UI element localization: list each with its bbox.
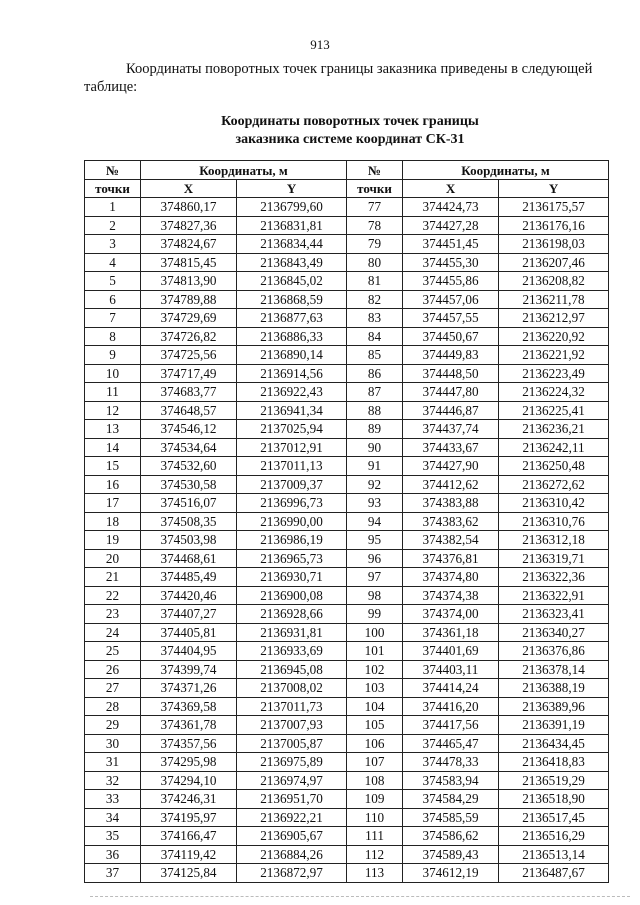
x-left-cell: 374532,60 [141, 457, 237, 476]
point-number-right-cell: 88 [347, 401, 403, 420]
table-row [85, 346, 609, 365]
y-left-cell: 2136799,60 [237, 198, 347, 217]
y-left-cell: 2136933,69 [237, 642, 347, 661]
x-left-cell: 374246,31 [141, 790, 237, 809]
point-number-left-cell: 3 [85, 235, 141, 254]
point-number-right-cell: 102 [347, 660, 403, 679]
y-right-cell: 2136376,86 [499, 642, 609, 661]
y-left-cell: 2137008,02 [237, 679, 347, 698]
point-number-left-cell: 27 [85, 679, 141, 698]
point-number-right-cell: 104 [347, 697, 403, 716]
point-number-right-cell: 92 [347, 475, 403, 494]
x-right-cell: 374478,33 [403, 753, 499, 772]
table-row [85, 235, 609, 254]
y-right-cell: 2136221,92 [499, 346, 609, 365]
table-row [85, 808, 609, 827]
table-row [85, 216, 609, 235]
point-number-right-cell: 81 [347, 272, 403, 291]
x-right-cell: 374383,62 [403, 512, 499, 531]
y-left-cell: 2136845,02 [237, 272, 347, 291]
x-left-cell: 374546,12 [141, 420, 237, 439]
x-right-cell: 374412,62 [403, 475, 499, 494]
table-row [85, 198, 609, 217]
y-left-cell: 2137011,73 [237, 697, 347, 716]
x-right-cell: 374403,11 [403, 660, 499, 679]
x-left-cell: 374361,78 [141, 716, 237, 735]
point-number-right-cell: 108 [347, 771, 403, 790]
point-number-right-cell: 89 [347, 420, 403, 439]
y-right-cell: 2136340,27 [499, 623, 609, 642]
x-left-cell: 374729,69 [141, 309, 237, 328]
x-left-cell: 374404,95 [141, 642, 237, 661]
x-right-cell: 374455,30 [403, 253, 499, 272]
point-number-right-cell: 99 [347, 605, 403, 624]
x-right-cell: 374424,73 [403, 198, 499, 217]
y-right-cell: 2136310,76 [499, 512, 609, 531]
point-number-left-cell: 24 [85, 623, 141, 642]
y-right-cell: 2136250,48 [499, 457, 609, 476]
point-number-left-cell: 33 [85, 790, 141, 809]
x-left-cell: 374399,74 [141, 660, 237, 679]
point-number-right-cell: 78 [347, 216, 403, 235]
y-right-cell: 2136310,42 [499, 494, 609, 513]
x-left-cell: 374503,98 [141, 531, 237, 550]
point-number-left-cell: 20 [85, 549, 141, 568]
table-row [85, 623, 609, 642]
intro-paragraph: Координаты поворотных точек границы заказника приведены в следующей таблице: [84, 61, 593, 95]
point-number-left-cell: 13 [85, 420, 141, 439]
point-number-right-cell: 91 [347, 457, 403, 476]
point-number-right-cell: 98 [347, 586, 403, 605]
x-left-cell: 374726,82 [141, 327, 237, 346]
y-right-cell: 2136175,57 [499, 198, 609, 217]
point-number-right-cell: 87 [347, 383, 403, 402]
x-left-cell: 374468,61 [141, 549, 237, 568]
y-right-cell: 2136211,78 [499, 290, 609, 309]
y-left-cell: 2137009,37 [237, 475, 347, 494]
x-left-cell: 374683,77 [141, 383, 237, 402]
header-num-right: № [347, 161, 403, 180]
y-left-cell: 2136996,73 [237, 494, 347, 513]
table-row [85, 642, 609, 661]
point-number-left-cell: 19 [85, 531, 141, 550]
y-left-cell: 2137005,87 [237, 734, 347, 753]
point-number-left-cell: 1 [85, 198, 141, 217]
table-row [85, 753, 609, 772]
point-number-left-cell: 8 [85, 327, 141, 346]
table-row [85, 864, 609, 883]
y-right-cell: 2136212,97 [499, 309, 609, 328]
y-right-cell: 2136418,83 [499, 753, 609, 772]
point-number-left-cell: 15 [85, 457, 141, 476]
table-row [85, 475, 609, 494]
x-right-cell: 374455,86 [403, 272, 499, 291]
point-number-right-cell: 82 [347, 290, 403, 309]
x-right-cell: 374448,50 [403, 364, 499, 383]
x-right-cell: 374427,90 [403, 457, 499, 476]
table-row [85, 327, 609, 346]
point-number-left-cell: 7 [85, 309, 141, 328]
x-right-cell: 374383,88 [403, 494, 499, 513]
point-number-left-cell: 23 [85, 605, 141, 624]
table-title-line-2: заказника системе координат СК-31 [235, 132, 465, 147]
point-number-right-cell: 105 [347, 716, 403, 735]
point-number-right-cell: 94 [347, 512, 403, 531]
page-number: 913 [310, 37, 330, 52]
y-right-cell: 2136519,29 [499, 771, 609, 790]
y-right-cell: 2136517,45 [499, 808, 609, 827]
x-right-cell: 374446,87 [403, 401, 499, 420]
x-right-cell: 374414,24 [403, 679, 499, 698]
y-left-cell: 2136890,14 [237, 346, 347, 365]
point-number-right-cell: 95 [347, 531, 403, 550]
table-row [85, 364, 609, 383]
table-row [85, 605, 609, 624]
coordinates-table [84, 160, 609, 883]
x-left-cell: 374407,27 [141, 605, 237, 624]
x-left-cell: 374717,49 [141, 364, 237, 383]
header-num-left: № [85, 161, 141, 180]
point-number-left-cell: 2 [85, 216, 141, 235]
x-right-cell: 374585,59 [403, 808, 499, 827]
y-left-cell: 2136843,49 [237, 253, 347, 272]
header-coords-right: Координаты, м [403, 161, 609, 180]
header-row-bottom [85, 180, 609, 198]
point-number-right-cell: 96 [347, 549, 403, 568]
header-y-left: Y [237, 180, 347, 198]
y-left-cell: 2137007,93 [237, 716, 347, 735]
x-left-cell: 374119,42 [141, 845, 237, 864]
x-right-cell: 374374,80 [403, 568, 499, 587]
table-row [85, 716, 609, 735]
x-right-cell: 374457,06 [403, 290, 499, 309]
point-number-left-cell: 4 [85, 253, 141, 272]
point-number-right-cell: 83 [347, 309, 403, 328]
x-right-cell: 374450,67 [403, 327, 499, 346]
x-left-cell: 374294,10 [141, 771, 237, 790]
x-right-cell: 374417,56 [403, 716, 499, 735]
point-number-left-cell: 6 [85, 290, 141, 309]
y-right-cell: 2136319,71 [499, 549, 609, 568]
y-right-cell: 2136198,03 [499, 235, 609, 254]
y-right-cell: 2136272,62 [499, 475, 609, 494]
point-number-left-cell: 22 [85, 586, 141, 605]
point-number-right-cell: 85 [347, 346, 403, 365]
y-right-cell: 2136223,49 [499, 364, 609, 383]
x-right-cell: 374401,69 [403, 642, 499, 661]
y-right-cell: 2136220,92 [499, 327, 609, 346]
y-left-cell: 2136986,19 [237, 531, 347, 550]
y-left-cell: 2136834,44 [237, 235, 347, 254]
x-left-cell: 374166,47 [141, 827, 237, 846]
x-left-cell: 374789,88 [141, 290, 237, 309]
x-right-cell: 374427,28 [403, 216, 499, 235]
y-right-cell: 2136322,36 [499, 568, 609, 587]
point-number-left-cell: 28 [85, 697, 141, 716]
y-right-cell: 2136225,41 [499, 401, 609, 420]
y-right-cell: 2136224,32 [499, 383, 609, 402]
x-left-cell: 374534,64 [141, 438, 237, 457]
x-left-cell: 374860,17 [141, 198, 237, 217]
point-number-right-cell: 111 [347, 827, 403, 846]
x-left-cell: 374508,35 [141, 512, 237, 531]
y-right-cell: 2136236,21 [499, 420, 609, 439]
y-right-cell: 2136513,14 [499, 845, 609, 864]
y-left-cell: 2136868,59 [237, 290, 347, 309]
point-number-right-cell: 77 [347, 198, 403, 217]
point-number-left-cell: 14 [85, 438, 141, 457]
table-row [85, 512, 609, 531]
y-left-cell: 2136941,34 [237, 401, 347, 420]
x-left-cell: 374295,98 [141, 753, 237, 772]
header-point-left: точки [85, 180, 141, 198]
table-row [85, 253, 609, 272]
point-number-left-cell: 16 [85, 475, 141, 494]
y-right-cell: 2136434,45 [499, 734, 609, 753]
table-row [85, 568, 609, 587]
x-right-cell: 374437,74 [403, 420, 499, 439]
x-right-cell: 374433,67 [403, 438, 499, 457]
x-right-cell: 374457,55 [403, 309, 499, 328]
table-row [85, 845, 609, 864]
point-number-left-cell: 25 [85, 642, 141, 661]
point-number-left-cell: 10 [85, 364, 141, 383]
table-row [85, 531, 609, 550]
point-number-left-cell: 34 [85, 808, 141, 827]
x-right-cell: 374449,83 [403, 346, 499, 365]
y-right-cell: 2136322,91 [499, 586, 609, 605]
y-left-cell: 2136931,81 [237, 623, 347, 642]
point-number-left-cell: 18 [85, 512, 141, 531]
y-left-cell: 2136905,67 [237, 827, 347, 846]
point-number-right-cell: 79 [347, 235, 403, 254]
y-left-cell: 2136922,21 [237, 808, 347, 827]
x-right-cell: 374382,54 [403, 531, 499, 550]
y-left-cell: 2136974,97 [237, 771, 347, 790]
point-number-left-cell: 30 [85, 734, 141, 753]
x-left-cell: 374827,36 [141, 216, 237, 235]
point-number-left-cell: 37 [85, 864, 141, 883]
y-left-cell: 2136990,00 [237, 512, 347, 531]
point-number-right-cell: 97 [347, 568, 403, 587]
x-right-cell: 374584,29 [403, 790, 499, 809]
y-right-cell: 2136207,46 [499, 253, 609, 272]
y-left-cell: 2136951,70 [237, 790, 347, 809]
point-number-left-cell: 17 [85, 494, 141, 513]
table-row [85, 827, 609, 846]
header-point-right: точки [347, 180, 403, 198]
x-right-cell: 374612,19 [403, 864, 499, 883]
point-number-right-cell: 86 [347, 364, 403, 383]
x-left-cell: 374371,26 [141, 679, 237, 698]
point-number-right-cell: 113 [347, 864, 403, 883]
table-row [85, 457, 609, 476]
point-number-left-cell: 5 [85, 272, 141, 291]
point-number-left-cell: 9 [85, 346, 141, 365]
header-x-left: X [141, 180, 237, 198]
x-left-cell: 374195,97 [141, 808, 237, 827]
table-row [85, 420, 609, 439]
y-left-cell: 2136930,71 [237, 568, 347, 587]
point-number-right-cell: 101 [347, 642, 403, 661]
x-left-cell: 374824,67 [141, 235, 237, 254]
y-right-cell: 2136378,14 [499, 660, 609, 679]
y-left-cell: 2136928,66 [237, 605, 347, 624]
point-number-right-cell: 84 [347, 327, 403, 346]
y-right-cell: 2136518,90 [499, 790, 609, 809]
point-number-right-cell: 103 [347, 679, 403, 698]
table-row [85, 401, 609, 420]
header-y-right: Y [499, 180, 609, 198]
table-title [0, 113, 640, 149]
x-left-cell: 374405,81 [141, 623, 237, 642]
table-row [85, 771, 609, 790]
table-row [85, 660, 609, 679]
header-coords-left: Координаты, м [141, 161, 347, 180]
point-number-right-cell: 80 [347, 253, 403, 272]
point-number-left-cell: 29 [85, 716, 141, 735]
x-left-cell: 374516,07 [141, 494, 237, 513]
scan-edge-line [90, 896, 630, 897]
x-left-cell: 374725,56 [141, 346, 237, 365]
table-row [85, 290, 609, 309]
table-body [85, 198, 609, 883]
y-right-cell: 2136242,11 [499, 438, 609, 457]
x-right-cell: 374451,45 [403, 235, 499, 254]
y-left-cell: 2137012,91 [237, 438, 347, 457]
x-left-cell: 374813,90 [141, 272, 237, 291]
point-number-right-cell: 90 [347, 438, 403, 457]
x-left-cell: 374815,45 [141, 253, 237, 272]
point-number-right-cell: 110 [347, 808, 403, 827]
point-number-left-cell: 12 [85, 401, 141, 420]
y-left-cell: 2136945,08 [237, 660, 347, 679]
table-row [85, 383, 609, 402]
x-right-cell: 374374,00 [403, 605, 499, 624]
x-right-cell: 374583,94 [403, 771, 499, 790]
y-left-cell: 2136975,89 [237, 753, 347, 772]
x-right-cell: 374376,81 [403, 549, 499, 568]
x-left-cell: 374420,46 [141, 586, 237, 605]
x-left-cell: 374648,57 [141, 401, 237, 420]
x-right-cell: 374465,47 [403, 734, 499, 753]
point-number-left-cell: 11 [85, 383, 141, 402]
y-left-cell: 2136884,26 [237, 845, 347, 864]
table-row [85, 679, 609, 698]
point-number-right-cell: 93 [347, 494, 403, 513]
y-right-cell: 2136391,19 [499, 716, 609, 735]
point-number-left-cell: 35 [85, 827, 141, 846]
y-left-cell: 2136922,43 [237, 383, 347, 402]
y-right-cell: 2136323,41 [499, 605, 609, 624]
header-row-top [85, 161, 609, 180]
table-row [85, 697, 609, 716]
table-row [85, 494, 609, 513]
table-row [85, 586, 609, 605]
x-right-cell: 374374,38 [403, 586, 499, 605]
y-left-cell: 2137011,13 [237, 457, 347, 476]
point-number-right-cell: 107 [347, 753, 403, 772]
point-number-left-cell: 36 [85, 845, 141, 864]
x-right-cell: 374586,62 [403, 827, 499, 846]
x-left-cell: 374485,49 [141, 568, 237, 587]
table-row [85, 438, 609, 457]
point-number-left-cell: 26 [85, 660, 141, 679]
y-right-cell: 2136208,82 [499, 272, 609, 291]
table-row [85, 549, 609, 568]
x-right-cell: 374416,20 [403, 697, 499, 716]
y-right-cell: 2136389,96 [499, 697, 609, 716]
y-right-cell: 2136388,19 [499, 679, 609, 698]
header-x-right: X [403, 180, 499, 198]
table-row [85, 272, 609, 291]
x-left-cell: 374369,58 [141, 697, 237, 716]
table-title-line-1: Координаты поворотных точек границы [221, 114, 479, 129]
point-number-left-cell: 32 [85, 771, 141, 790]
x-left-cell: 374530,58 [141, 475, 237, 494]
x-right-cell: 374447,80 [403, 383, 499, 402]
y-right-cell: 2136516,29 [499, 827, 609, 846]
y-left-cell: 2137025,94 [237, 420, 347, 439]
x-left-cell: 374357,56 [141, 734, 237, 753]
point-number-left-cell: 21 [85, 568, 141, 587]
y-right-cell: 2136176,16 [499, 216, 609, 235]
point-number-right-cell: 106 [347, 734, 403, 753]
y-left-cell: 2136831,81 [237, 216, 347, 235]
table-row [85, 790, 609, 809]
y-left-cell: 2136900,08 [237, 586, 347, 605]
y-left-cell: 2136872,97 [237, 864, 347, 883]
x-right-cell: 374589,43 [403, 845, 499, 864]
y-right-cell: 2136487,67 [499, 864, 609, 883]
x-right-cell: 374361,18 [403, 623, 499, 642]
table-row [85, 734, 609, 753]
y-left-cell: 2136965,73 [237, 549, 347, 568]
table-row [85, 309, 609, 328]
y-right-cell: 2136312,18 [499, 531, 609, 550]
point-number-left-cell: 31 [85, 753, 141, 772]
y-left-cell: 2136914,56 [237, 364, 347, 383]
point-number-right-cell: 112 [347, 845, 403, 864]
point-number-right-cell: 109 [347, 790, 403, 809]
y-left-cell: 2136877,63 [237, 309, 347, 328]
y-left-cell: 2136886,33 [237, 327, 347, 346]
point-number-right-cell: 100 [347, 623, 403, 642]
x-left-cell: 374125,84 [141, 864, 237, 883]
